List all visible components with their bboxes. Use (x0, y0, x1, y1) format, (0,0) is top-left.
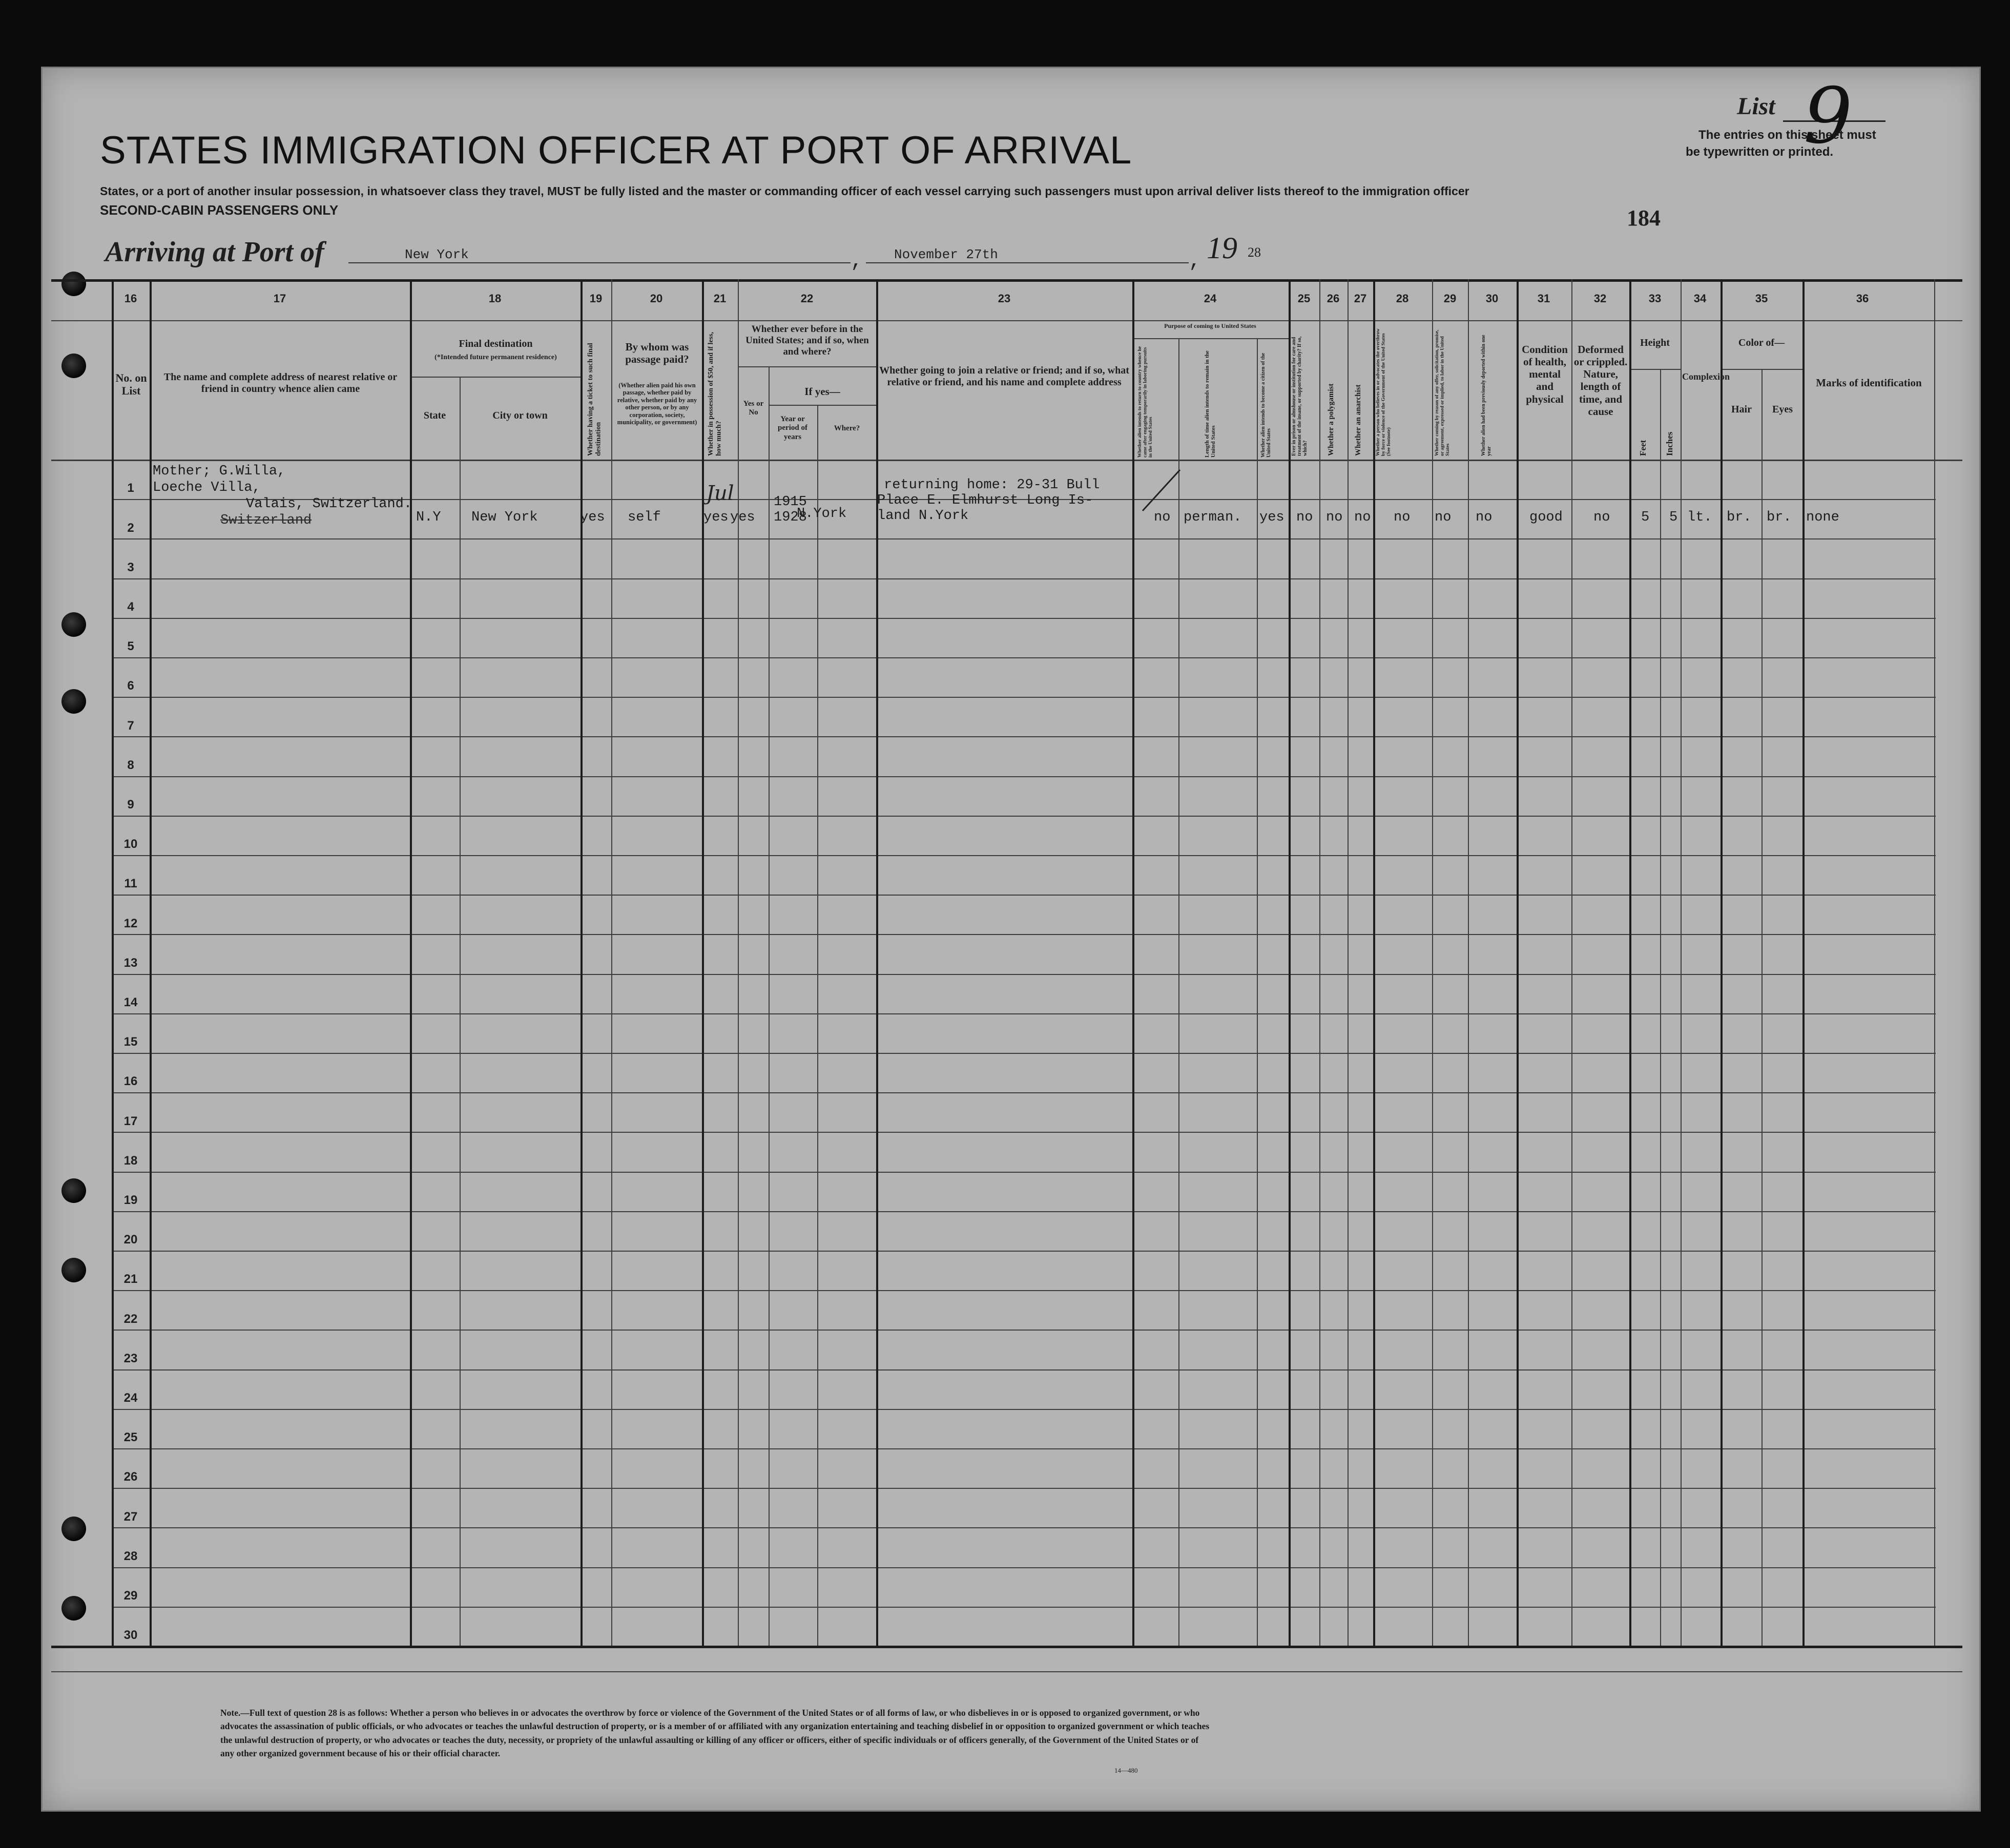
col-number-28: 28 (1396, 292, 1409, 305)
col-number-33: 33 (1648, 292, 1662, 305)
header-ticket: Whether having a ticket to such final destination (587, 343, 603, 456)
row-rule (112, 855, 1936, 856)
row-number: 10 (123, 837, 138, 852)
form-subtitle: States, or a port of another insular possession, in whatsoever class they travel, MUST be fully listed and the master or commanding officer of each vessel carrying such passengers must upon arrival deliver lists thereof to the immigration officer (100, 184, 1469, 198)
header-if-yes: If yes— (804, 385, 840, 398)
row-rule (112, 1172, 1936, 1173)
col-edge (817, 405, 818, 1646)
row-rule (112, 1527, 1936, 1528)
row-rule (112, 1448, 1936, 1449)
date-underline (866, 262, 1189, 263)
header-passage-paid: By whom was passage paid? (625, 341, 689, 366)
col-edge (1348, 279, 1349, 1646)
row-rule (112, 1409, 1936, 1410)
row-rule (112, 1251, 1936, 1252)
entry-paid-by: self (628, 510, 661, 525)
col-edge (1257, 338, 1258, 1646)
row-number: 21 (123, 1272, 138, 1286)
colnum-rule (51, 320, 1962, 321)
row-rule (112, 934, 1936, 935)
binder-hole (61, 1517, 86, 1541)
row-number: 1 (127, 481, 134, 495)
header-prison: Ever in prison or almshouse or institution for care and treatment of the insane, or supported by charity? If so, which? (1291, 336, 1308, 456)
col-number-21: 21 (713, 292, 727, 305)
row-number: 24 (123, 1391, 138, 1405)
purpose-slash-mark (1135, 464, 1186, 515)
entry-money: yes (703, 510, 729, 525)
row-number: 12 (123, 916, 138, 930)
row-rule (112, 1567, 1936, 1568)
footer-rule (51, 1671, 1962, 1672)
header-marks: Marks of identification (1816, 377, 1922, 389)
col-number-36: 36 (1856, 292, 1869, 305)
header-nearest-relative: The name and complete address of nearest relative or friend in country whence alien came (163, 371, 398, 394)
row-rule (112, 816, 1936, 817)
header-purpose: Purpose of coming to United States (1164, 322, 1256, 329)
row-rule (112, 974, 1936, 975)
header-where: Where? (834, 424, 860, 432)
row-number: 19 (123, 1193, 138, 1208)
header-inches: Inches (1665, 431, 1674, 456)
row-number: 4 (127, 600, 134, 614)
entry-overthrow: no (1394, 510, 1411, 525)
row-number: 11 (124, 877, 137, 891)
binder-hole (61, 1596, 86, 1621)
header-complexion: Complexion (1682, 371, 1730, 382)
row-number: 15 (123, 1035, 138, 1049)
row-number: 23 (123, 1351, 138, 1365)
row-number: 13 (123, 956, 138, 970)
binder-hole (61, 1178, 86, 1203)
row-rule (112, 736, 1936, 737)
entry-polygamist: no (1326, 510, 1343, 525)
entry-health: good (1529, 510, 1563, 525)
col-number-30: 30 (1485, 292, 1499, 305)
entry-before-where: N.York (797, 506, 847, 522)
col-number-22: 22 (800, 292, 814, 305)
row-number: 28 (123, 1549, 138, 1563)
col-number-35: 35 (1755, 292, 1768, 305)
row-rule (112, 1053, 1936, 1054)
row-number: 30 (123, 1628, 138, 1643)
header-join-relative: Whether going to join a relative or friend; and if so, what relative or friend, and his name and complete address (879, 365, 1129, 388)
col-edge (1660, 369, 1661, 1646)
arriving-label: Arriving at Port of (105, 236, 324, 268)
entry-join-line-2: Place E. Elmhurst Long Is- (877, 493, 1093, 508)
row-number: 26 (123, 1470, 138, 1484)
header-yes-no: Yes or No (743, 400, 764, 417)
list-notice-2: be typewritten or printed. (1686, 145, 1834, 159)
row-rule (112, 538, 1936, 539)
row-number: 2 (127, 521, 134, 535)
entry-state: N.Y (416, 510, 441, 525)
entry-deformed: no (1593, 510, 1610, 525)
entry-money-hand: Jul (706, 482, 734, 505)
entry-before-year-1: 1915 (774, 494, 807, 510)
footnote-question-28: Note.—Full text of question 28 is as follows: Whether a person who believes in or advocates the overthrow by force or violence of the Government of the United States or of all forms of law, or who disbelieves in or is opposed to organized government, or who advocates the assassination of public officials, or who advocates or teaches the unlawful destruction of property, or is a member of or affiliated with any organization entertaining and teaching disbelief in or opposition to organized government or which teaches the unlawful destruction of property, or who advocates or teaches the duty, necessity, or propriety of the unlawful assaulting or killing of any officer or officers, either of specific individuals or of officers generally, of the Government of the United States or of any other organized government because of his or their official character. (220, 1708, 1210, 1758)
col-number-29: 29 (1443, 292, 1457, 305)
entry-complexion: lt. (1687, 510, 1712, 525)
date-value: November 27th (894, 247, 998, 262)
form-title: STATES IMMIGRATION OFFICER AT PORT OF ARRIVAL (100, 129, 1132, 172)
list-notice-1: The entries on this sheet must (1698, 128, 1876, 142)
sheet-number: 184 (1627, 205, 1661, 231)
dest-subrule (410, 377, 581, 378)
header-purpose-return: Whether alien intends to return to country whence he came after engaging temporarily in laboring pursuits in the United States (1137, 346, 1153, 458)
entry-feet: 5 (1641, 510, 1650, 525)
col-number-19: 19 (589, 292, 603, 305)
entry-offer: no (1435, 510, 1452, 525)
header-passage-note: (Whether alien paid his own passage, whether paid by relative, whether paid by any other person, or by any corporation, society, municipality, or government) (617, 382, 697, 426)
row-rule (112, 776, 1936, 777)
col-number-32: 32 (1593, 292, 1607, 305)
prev-subrule (738, 366, 876, 367)
col-number-23: 23 (998, 292, 1011, 305)
header-dest-note: (*Intended future permanent residence) (434, 354, 557, 361)
table-bottom-rule (51, 1646, 1962, 1648)
col-edge (876, 279, 878, 1646)
binder-hole (61, 1258, 86, 1282)
row-rule (112, 618, 1936, 619)
header-labor-offer: Whether coming by reason of any offer, solicitation, promise, or agreement, expressed or implied, to labor in the United States (1435, 329, 1450, 456)
col-number-25: 25 (1297, 292, 1311, 305)
entry-inches: 5 (1669, 510, 1678, 525)
col-number-34: 34 (1693, 292, 1707, 305)
row-number: 9 (127, 798, 134, 812)
entry-join-line-3: land N.York (877, 508, 969, 524)
col-number-27: 27 (1354, 292, 1367, 305)
header-city: City or town (492, 410, 548, 421)
header-fifty-dollars: Whether in possession of $50, and if less, how much? (707, 331, 723, 456)
col-edge (1178, 338, 1179, 1646)
row-rule (112, 1369, 1936, 1371)
row-number: 29 (123, 1589, 138, 1603)
port-value: New York (405, 247, 469, 262)
header-purpose-citizen: Whether alien intends to become a citizen of the United States (1260, 352, 1272, 458)
header-height: Height (1640, 337, 1670, 348)
list-number: 9 (1804, 72, 1853, 161)
col-number-16: 16 (124, 292, 137, 305)
header-deformed: Deformed or crippled. Nature, length of time, and cause (1573, 343, 1628, 418)
col-edge (611, 279, 612, 1646)
row-rule (112, 657, 1936, 658)
col-edge (1721, 279, 1723, 1646)
year-prefix: 19 (1207, 231, 1237, 265)
row-number: 6 (127, 679, 134, 693)
entry-marks: none (1806, 510, 1839, 525)
header-no-on-list: No. on List (115, 371, 147, 398)
col-edge (1432, 279, 1433, 1646)
entry-city: New York (471, 510, 538, 525)
prev-subrule-2 (769, 405, 876, 406)
row-rule (112, 1013, 1936, 1014)
entry-ticket: yes (580, 510, 605, 525)
header-health: Condition of health, mental and physical (1522, 343, 1568, 405)
col-number-24: 24 (1204, 292, 1217, 305)
row-number: 5 (127, 639, 134, 654)
row-number: 3 (127, 560, 134, 574)
binder-hole (61, 272, 86, 296)
header-anarchist: Whether an anarchist (1354, 384, 1362, 456)
row-rule (112, 1290, 1936, 1291)
col-edge (581, 279, 583, 1646)
entry-deported: no (1476, 510, 1493, 525)
header-purpose-length: Length of time alien intends to remain in the United States (1204, 350, 1217, 458)
header-final-destination: Final destination (459, 338, 533, 349)
header-before-us: Whether ever before in the United States; and if so, when and where? (745, 324, 869, 357)
year-suffix: 28 (1248, 245, 1261, 260)
col-number-26: 26 (1327, 292, 1340, 305)
entry-hair: br. (1727, 510, 1752, 525)
col-edge (1319, 279, 1320, 1646)
date-comma: , (1189, 250, 1201, 273)
col-edge (1373, 279, 1375, 1646)
col-number-31: 31 (1537, 292, 1550, 305)
row-rule (112, 1330, 1936, 1331)
row-number: 17 (123, 1114, 138, 1128)
relative-line-3: Valais, Switzerland. (246, 496, 412, 512)
col-edge (738, 279, 739, 1646)
row-number: 8 (127, 758, 134, 772)
col-edge (1289, 279, 1291, 1646)
header-polygamist: Whether a polygamist (1327, 383, 1335, 456)
row-number: 25 (123, 1430, 138, 1445)
col-edge (1762, 369, 1763, 1646)
col-edge (410, 279, 412, 1646)
row-rule (112, 1607, 1936, 1608)
col-edge (1132, 279, 1134, 1646)
binder-hole (61, 612, 86, 637)
col-edge (1468, 279, 1469, 1646)
col-edge (460, 377, 461, 1646)
class-line: SECOND-CABIN PASSENGERS ONLY (100, 202, 339, 218)
col-edge (1934, 279, 1935, 1646)
header-deported: Whether alien had been previously deported within one year (1481, 335, 1492, 456)
binder-hole (61, 689, 86, 714)
row-rule (112, 1488, 1936, 1489)
col-edge (1802, 279, 1805, 1646)
entry-eyes: br. (1767, 510, 1792, 525)
entry-citizen: yes (1259, 510, 1284, 525)
col-number-17: 17 (273, 292, 286, 305)
entry-prison: no (1296, 510, 1313, 525)
row-rule (112, 578, 1936, 579)
entry-before-year-2: 1928 (774, 510, 807, 525)
row-number: 18 (123, 1153, 138, 1168)
header-hair: Hair (1731, 404, 1752, 415)
row-rule (112, 1211, 1936, 1212)
entry-anarchist: no (1354, 510, 1371, 525)
header-feet: Feet (1638, 440, 1648, 456)
manifest-sheet (41, 67, 1981, 1812)
row-rule (112, 1092, 1936, 1093)
row-number: 14 (123, 995, 138, 1010)
entry-length: perman. (1184, 510, 1242, 525)
row-number: 7 (127, 718, 134, 733)
row-rule (112, 1132, 1936, 1133)
entry-before-yes: yes (730, 510, 755, 525)
col-edge (769, 366, 770, 1646)
height-subrule (1629, 369, 1681, 370)
header-overthrow: Whether a person who believes in or advocates the overthrow by force or violence of the Government of the United States (See footnote) (1376, 328, 1392, 456)
header-state: State (423, 410, 446, 421)
col-number-18: 18 (488, 292, 502, 305)
row-number: 22 (123, 1312, 138, 1326)
list-label: List (1737, 93, 1775, 120)
relative-line-2: Loeche Villa, (153, 480, 261, 495)
table-top-rule (51, 279, 1962, 282)
header-year: Year or period of years (778, 415, 807, 441)
relative-struck: Switzerland (220, 513, 312, 528)
entry-return-intent: no (1154, 510, 1171, 525)
purpose-subrule (1132, 338, 1289, 339)
binder-hole (61, 354, 86, 378)
row-rule (112, 895, 1936, 896)
relative-line-1: Mother; G.Willa, (153, 464, 286, 479)
header-bottom-rule (51, 460, 1962, 461)
col-edge (702, 279, 704, 1646)
col-edge (150, 279, 152, 1646)
col-edge (1517, 279, 1519, 1646)
col-number-20: 20 (650, 292, 663, 305)
col-edge (1681, 279, 1682, 1646)
row-number: 16 (123, 1074, 138, 1089)
row-rule (112, 697, 1936, 698)
col-edge (1571, 279, 1572, 1646)
port-comma: , (851, 250, 863, 273)
port-underline (348, 262, 851, 263)
header-color-of: Color of— (1738, 337, 1785, 348)
row-number: 27 (123, 1509, 138, 1524)
row-number: 20 (123, 1233, 138, 1247)
col-edge (1629, 279, 1631, 1646)
entry-join-line-1: returning home: 29-31 Bull (884, 477, 1100, 493)
header-eyes: Eyes (1772, 404, 1793, 415)
form-code: 14—480 (1114, 1767, 1138, 1774)
